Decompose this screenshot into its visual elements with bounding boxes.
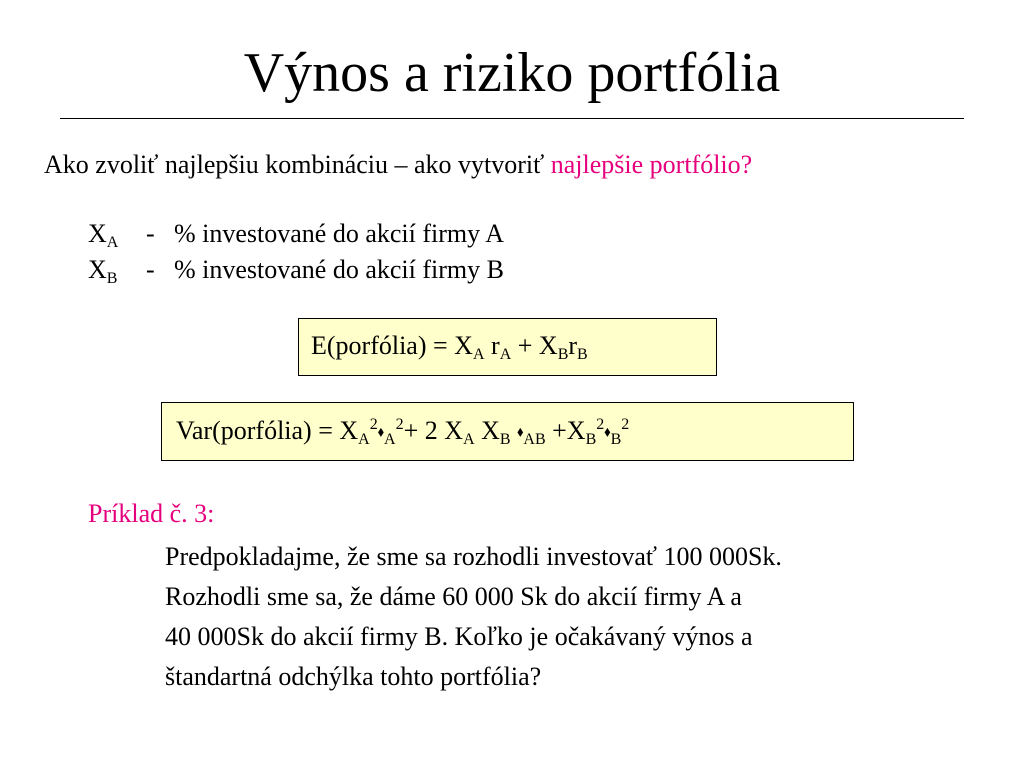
formula-symbol: X xyxy=(566,416,586,445)
formula-subscript: A xyxy=(499,346,512,363)
sigma-symbol-icon: ⬧ xyxy=(517,425,524,440)
formula-operator: + xyxy=(517,331,533,360)
definition-dash: - xyxy=(146,255,155,284)
variable-subscript: B xyxy=(106,270,118,287)
formula-lhs: Var(porfólia) = xyxy=(176,416,340,445)
example-line: 40 000Sk do akcií firmy B. Koľko je očakávaný výnos a xyxy=(165,622,753,651)
formula-operator: + xyxy=(552,416,567,445)
formula-exponent: 2 xyxy=(596,416,605,433)
formula-operator: + 2 xyxy=(403,416,445,445)
formula-subscript: B xyxy=(585,431,597,448)
example-line: Rozhodli sme sa, že dáme 60 000 Sk do akcií firmy A a xyxy=(165,582,742,611)
formula-exponent: 2 xyxy=(369,416,378,433)
definition-row-b xyxy=(88,252,504,288)
definition-text: % investované do akcií firmy B xyxy=(174,255,504,284)
example-line: štandartná odchýlka tohto portfólia? xyxy=(165,662,542,691)
example-line: Predpokladajme, že sme sa rozhodli investovať 100 000Sk. xyxy=(165,542,782,571)
variable-symbol: X xyxy=(88,219,107,248)
formula-symbol: r xyxy=(491,331,500,360)
formula-symbol: X xyxy=(454,331,473,360)
formula-subscript: B xyxy=(610,431,622,448)
formula-subscript: B xyxy=(557,346,569,363)
definition-variable xyxy=(88,252,146,288)
intro-text: Ako zvoliť najlepšiu kombináciu – ako vytvoriť xyxy=(44,150,551,179)
definition-text: % investované do akcií firmy A xyxy=(174,219,504,248)
definitions-list xyxy=(88,216,504,288)
formula-subscript: A xyxy=(463,431,475,448)
example-text xyxy=(165,537,782,697)
definition-variable xyxy=(88,216,146,252)
variable-subscript: A xyxy=(106,234,119,251)
formula-lhs: E(porfólia) = xyxy=(311,331,455,360)
formula-subscript: A xyxy=(384,431,396,448)
formula-exponent: 2 xyxy=(395,416,404,433)
variable-symbol: X xyxy=(88,255,107,284)
formula-subscript: AB xyxy=(523,431,546,448)
formula-symbol: X xyxy=(538,331,558,360)
example-heading: Príklad č. 3: xyxy=(88,499,215,528)
intro-question xyxy=(44,148,752,182)
formula-subscript: A xyxy=(358,431,370,448)
formula-subscript: B xyxy=(577,346,588,363)
formula-symbol: r xyxy=(568,331,578,360)
definition-row-a xyxy=(88,216,504,252)
formula-subscript: A xyxy=(472,346,485,363)
formula-symbol: X xyxy=(339,416,359,445)
slide-title: Výnos a riziko portfólia xyxy=(243,42,781,104)
title-divider xyxy=(60,118,964,119)
formula-exponent: 2 xyxy=(621,416,630,433)
formula-symbol: X xyxy=(444,416,464,445)
formula-subscript: B xyxy=(499,431,511,448)
formula-symbol: X xyxy=(481,416,500,445)
definition-dash: - xyxy=(146,219,155,248)
variance-formula-box xyxy=(161,402,854,461)
sigma-symbol-icon: ⬧ xyxy=(377,425,385,440)
intro-highlight: najlepšie portfólio? xyxy=(550,150,753,179)
sigma-symbol-icon: ⬧ xyxy=(604,425,611,440)
expected-return-formula-box xyxy=(298,318,717,376)
